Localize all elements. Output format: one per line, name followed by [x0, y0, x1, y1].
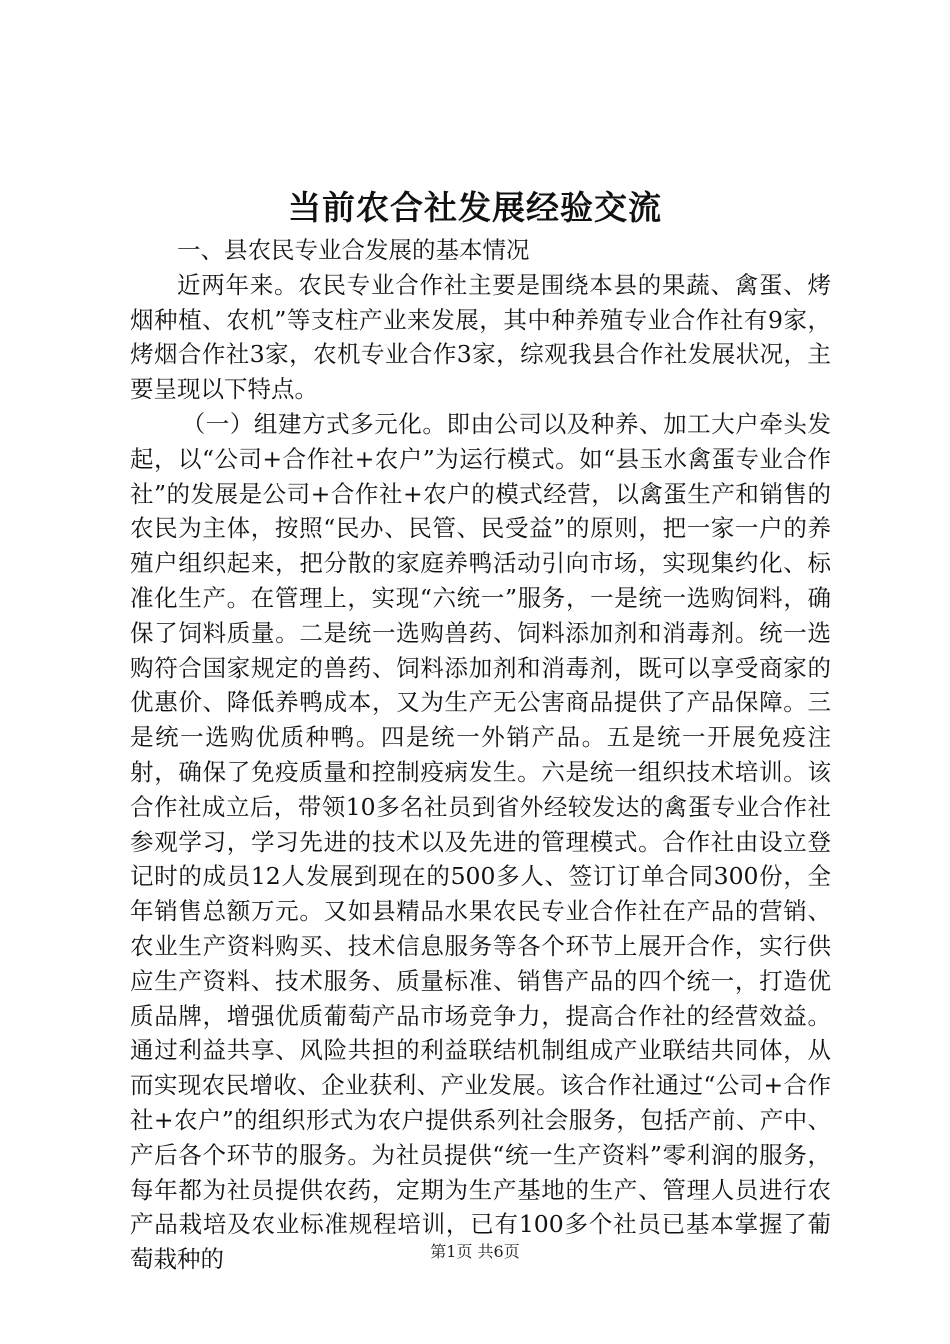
document-title: 当前农合社发展经验交流	[288, 188, 662, 227]
document-body	[130, 233, 831, 1277]
section-heading: 一、县农民专业合发展的基本情况	[177, 236, 530, 264]
page-number: 第1页 共6页	[430, 1242, 520, 1261]
paragraph: （一）组建方式多元化。即由公司以及种养、加工大户牵头发起，以“公司+合作社+农户”为运行模式。如“县玉水禽蛋专业合作社”的发展是公司+合作社+农户的模式经营，以禽蛋生产和销售的农民为主体，按照“民办、民管、民受益”的原则，把一家一户的养殖户组织起来，把分散的家庭养鸭活动引向市场，实现集约化、标准化生产。在管理上，实现“六统一”服务，一是统一选购饲料，确保了饲料质量。二是统一选购兽药、饲料添加剂和消毒剂。统一选购符合国家规定的兽药、饲料添加剂和消毒剂，既可以享受商家的优惠价、降低养鸭成本，又为生产无公害商品提供了产品保障。三是统一选购优质种鸭。四是统一外销产品。五是统一开展免疫注射，确保了免疫质量和控制疫病发生。六是统一组织技术培训。该合作社成立后，带领10多名社员到省外经较发达的禽蛋专业合作社参观学习，学习先进的技术以及先进的管理模式。合作社由设立登记时的成员12人发展到现在的500多人、签订订单合同300份，全年销售总额万元。又如县精品水果农民专业合作社在产品的营销、农业生产资料购买、技术信息服务等各个环节上展开合作，实行供应生产资料、技术服务、质量标准、销售产品的四个统一，打造优质品牌，增强优质葡萄产品市场竞争力，提高合作社的经营效益。通过利益共享、风险共担的利益联结机制组成产业联结共同体，从而实现农民增收、企业获利、产业发展。该合作社通过“公司+合作社+农户”的组织形式为农户提供系列社会服务，包括产前、产中、产后各个环节的服务。为社员提供“统一生产资料”零利润的服务，每年都为社员提供农药，定期为生产基地的生产、管理人员进行农产品栽培及农业标准规程培训，已有100多个社员已基本掌握了葡萄栽种的	[130, 409, 831, 1274]
paragraph: 近两年来。农民专业合作社主要是围绕本县的果蔬、禽蛋、烤烟种植、农机”等支柱产业来发展，其中种养殖专业合作社有9家，烤烟合作社3家，农机专业合作3家，综观我县合作社发展状况，主要呈现以下特点。	[130, 270, 831, 404]
